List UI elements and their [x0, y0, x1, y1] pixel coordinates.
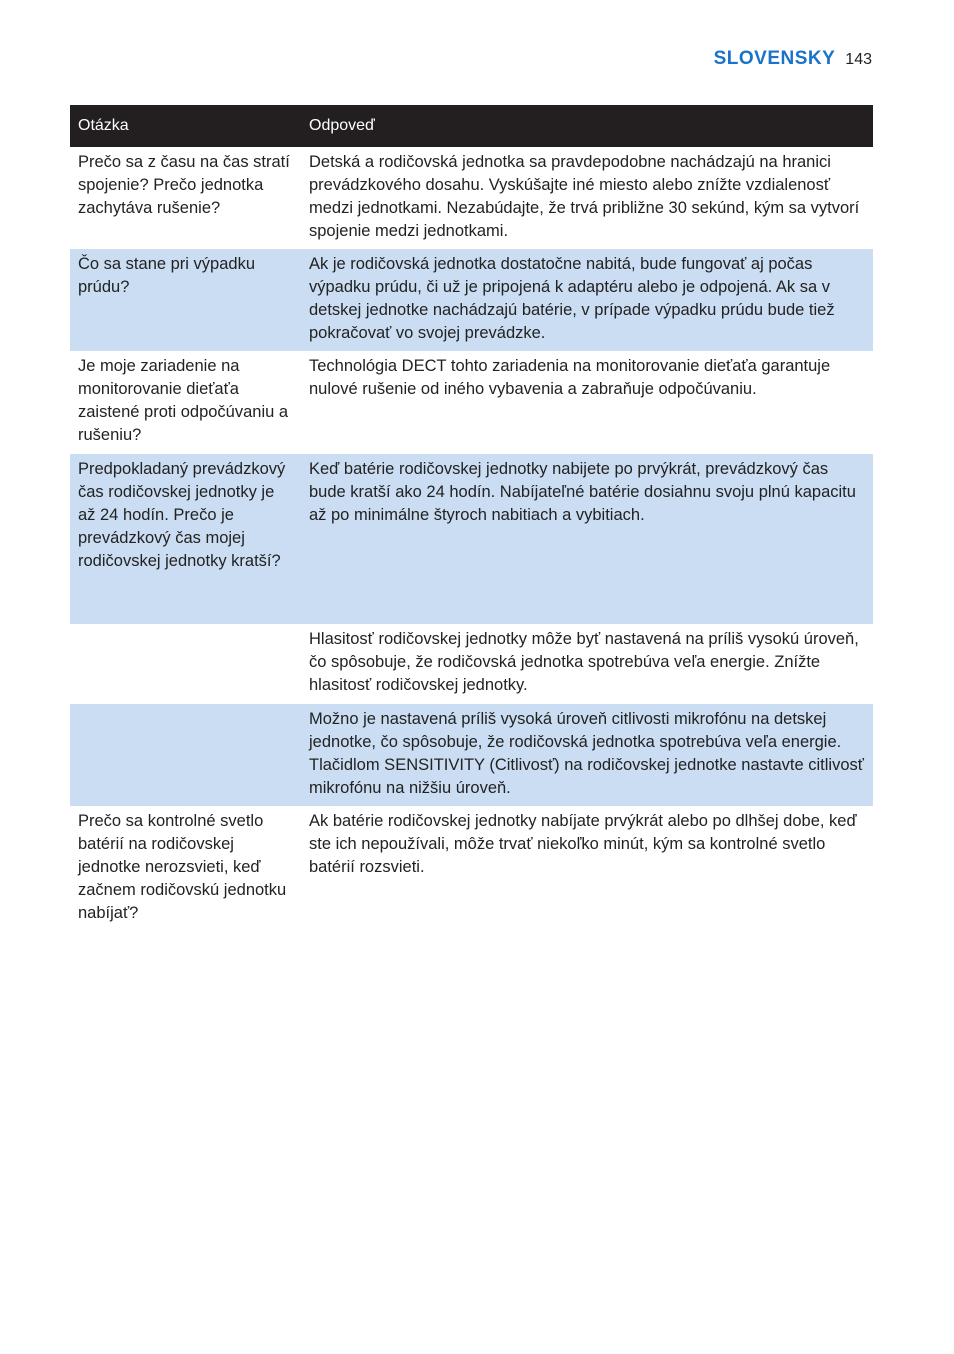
answer-cell: Keď batérie rodičovskej jednotky nabijete po prvýkrát, prevádzkový čas bude kratší ako 24 hodín. Nabíjateľné batérie dosiahnu svoju plnú kapacitu až po minimálne štyroch nabitiach a vybitiach.	[301, 454, 873, 624]
faq-table	[70, 105, 873, 932]
language-label: SLOVENSKY	[713, 48, 836, 69]
question-cell	[70, 704, 301, 806]
column-header-question: Otázka	[70, 105, 301, 147]
table-row	[70, 704, 873, 806]
table-row	[70, 249, 873, 351]
table-header-row	[70, 105, 873, 147]
answer-cell: Ak batérie rodičovskej jednotky nabíjate prvýkrát alebo po dlhšej dobe, keď ste ich nepoužívali, môže trvať niekoľko minút, kým sa kontrolné svetlo batérií rozsvieti.	[301, 806, 873, 932]
page-number: 143	[845, 51, 872, 68]
answer-cell: Hlasitosť rodičovskej jednotky môže byť nastavená na príliš vysokú úroveň, čo spôsobuje, že rodičovská jednotka spotrebúva veľa energie. Znížte hlasitosť rodičovskej jednotky.	[301, 624, 873, 704]
page-header	[714, 48, 872, 70]
table-row	[70, 806, 873, 932]
table-row	[70, 147, 873, 249]
table-row	[70, 351, 873, 454]
question-cell: Čo sa stane pri výpadku prúdu?	[70, 249, 301, 351]
answer-cell: Možno je nastavená príliš vysoká úroveň citlivosti mikrofónu na detskej jednotke, čo spôsobuje, že rodičovská jednotka spotrebúva veľa energie. Tlačidlom SENSITIVITY (Citlivosť) na rodičovskej jednotke nastavte citlivosť mikrofónu na nižšiu úroveň.	[301, 704, 873, 806]
question-cell	[70, 624, 301, 704]
table-row	[70, 624, 873, 704]
question-cell: Predpokladaný prevádzkový čas rodičovskej jednotky je až 24 hodín. Prečo je prevádzkový čas mojej rodičovskej jednotky kratší?	[70, 454, 301, 624]
question-cell: Je moje zariadenie na monitorovanie dieťaťa zaistené proti odpočúvaniu a rušeniu?	[70, 351, 301, 454]
table-row	[70, 454, 873, 624]
column-header-answer: Odpoveď	[301, 105, 873, 147]
question-cell: Prečo sa kontrolné svetlo batérií na rodičovskej jednotke nerozsvieti, keď začnem rodičovskú jednotku nabíjať?	[70, 806, 301, 932]
answer-cell: Ak je rodičovská jednotka dostatočne nabitá, bude fungovať aj počas výpadku prúdu, či už je pripojená k adaptéru alebo je odpojená. Ak sa v detskej jednotke nachádzajú batérie, v prípade výpadku prúdu bude tiež pokračovať vo svojej prevádzke.	[301, 249, 873, 351]
answer-cell: Detská a rodičovská jednotka sa pravdepodobne nachádzajú na hranici prevádzkového dosahu. Vyskúšajte iné miesto alebo znížte vzdialenosť medzi jednotkami. Nezabúdajte, že trvá približne 30 sekúnd, kým sa vytvorí spojenie medzi jednotkami.	[301, 147, 873, 249]
answer-cell: Technológia DECT tohto zariadenia na monitorovanie dieťaťa garantuje nulové rušenie od iného vybavenia a zabraňuje odpočúvaniu.	[301, 351, 873, 454]
question-cell: Prečo sa z času na čas stratí spojenie? Prečo jednotka zachytáva rušenie?	[70, 147, 301, 249]
